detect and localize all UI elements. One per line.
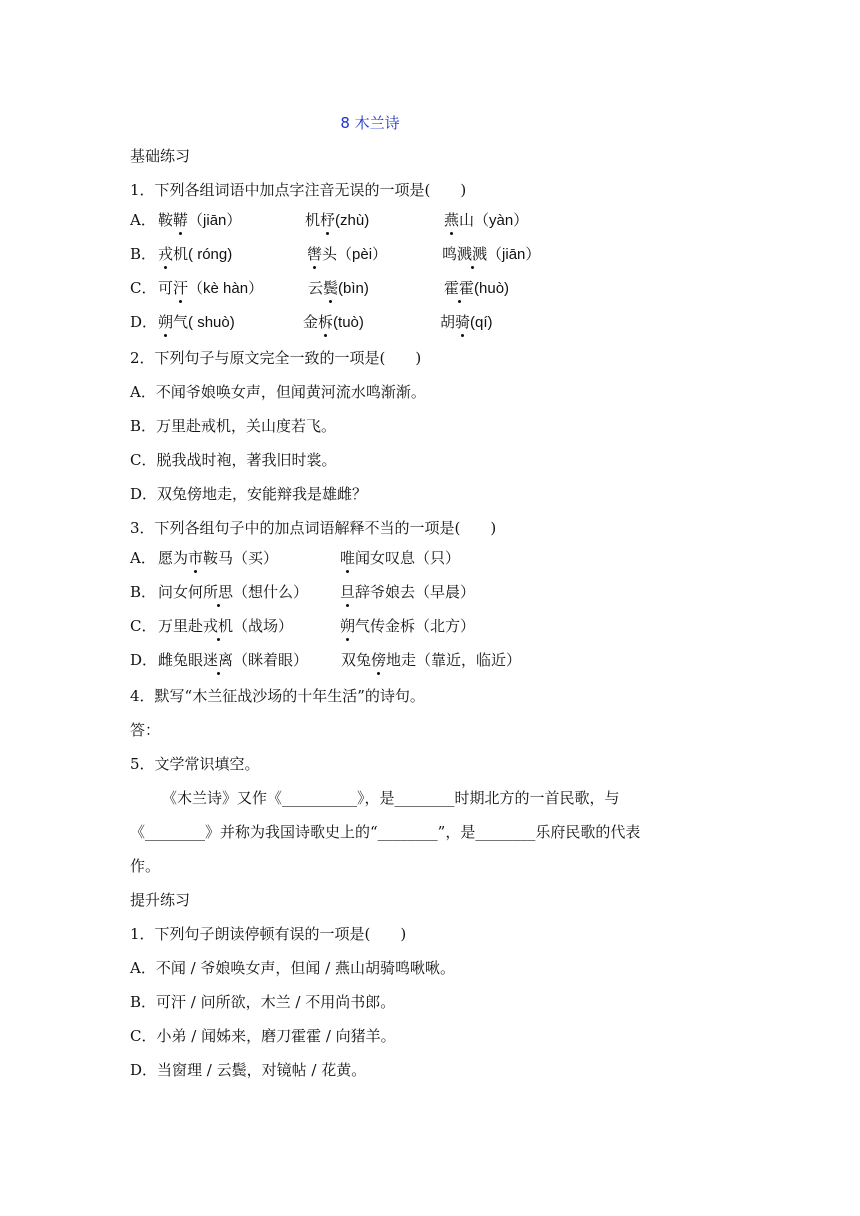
option-label: C．: [130, 279, 157, 297]
emphasis-dot-char: 戎: [158, 245, 174, 263]
emphasis-dot-char: 杼: [320, 211, 336, 229]
emphasis-dot-char: 溅溅: [457, 245, 488, 263]
emphasis-dot-char: 骑: [455, 313, 471, 331]
adv-option-b: B．可汗 / 问所欲，木兰 / 不用尚书郎。: [130, 993, 396, 1011]
question-5-stem: 5．文学常识填空。: [130, 755, 260, 773]
emphasis-dot-char: 鬓: [323, 279, 339, 297]
q2-option-c: C．脱我战时袍，著我旧时裳。: [130, 451, 337, 469]
page-title: 8 木兰诗: [340, 114, 400, 132]
emphasis-dot-char: 鞯: [173, 211, 189, 229]
emphasis-dot-char: 所思: [203, 583, 234, 601]
q3-b-phrase-1: 问女何所思（想什么）: [158, 583, 309, 601]
q1-c-word-2: 云鬓(bìn): [308, 279, 369, 297]
q1-d-word-3: 胡骑(qí): [440, 313, 493, 331]
q3-a-phrase-1: 愿为市鞍马（买）: [158, 549, 279, 567]
q1-a-word-1: 鞍鞯（jiān）: [158, 211, 242, 229]
q1-b-word-2: 辔头（pèi）: [307, 245, 388, 263]
emphasis-dot-char: 迷离: [203, 651, 234, 669]
emphasis-dot-char: 柝: [318, 313, 334, 331]
option-label: D．: [130, 651, 158, 669]
q3-d-phrase-2: 双兔傍地走（靠近，临近）: [341, 651, 522, 669]
adv-option-d: D．当窗理 / 云鬓，对镜帖 / 花黄。: [130, 1061, 367, 1079]
answer-label: 答：: [130, 721, 161, 739]
emphasis-dot-char: 傍: [371, 651, 387, 669]
option-label: B．: [130, 245, 157, 263]
question-4-stem: 4．默写“木兰征战沙场的十年生活”的诗句。: [130, 687, 425, 705]
q1-c-word-3: 霍霍(huò): [444, 279, 510, 297]
emphasis-dot-char: 辔: [307, 245, 323, 263]
adv-option-a: A．不闻 / 爷娘唤女声，但闻 / 燕山胡骑鸣啾啾。: [130, 959, 456, 977]
emphasis-dot-char: 市: [188, 549, 204, 567]
q5-fill-line-1: 《木兰诗》又作《__________》，是________时期北方的一首民歌，与: [162, 789, 620, 807]
q2-option-d: D．双兔傍地走，安能辩我是雄雌？: [130, 485, 368, 503]
q1-b-word-1: 戎机( róng): [158, 245, 233, 263]
option-label: D．: [130, 313, 158, 331]
emphasis-dot-char: 唯: [340, 549, 356, 567]
q1-c-word-1: 可汗（kè hàn）: [158, 279, 264, 297]
question-2-stem: 2．下列句子与原文完全一致的一项是( ): [130, 349, 422, 367]
emphasis-dot-char: 朔: [340, 617, 356, 635]
q3-b-phrase-2: 旦辞爷娘去（早晨）: [340, 583, 476, 601]
option-label: A．: [130, 211, 156, 229]
option-label: C．: [130, 617, 157, 635]
q5-fill-line-2: 《________》并称为我国诗歌史上的“________”，是________乐府民歌的代表: [130, 823, 641, 841]
emphasis-dot-char: 汗: [173, 279, 189, 297]
advanced-question-1-stem: 1．下列句子朗读停顿有误的一项是( ): [130, 925, 407, 943]
emphasis-dot-char: 霍霍: [444, 279, 475, 297]
emphasis-dot-char: 戎机: [203, 617, 234, 635]
q1-b-word-3: 鸣溅溅（jiān）: [442, 245, 541, 263]
question-3-stem: 3．下列各组句子中的加点词语解释不当的一项是( ): [130, 519, 497, 537]
q2-option-a: A．不闻爷娘唤女声，但闻黄河流水鸣渐渐。: [130, 383, 426, 401]
q1-d-word-1: 朔气( shuò): [158, 313, 235, 331]
q5-fill-line-3: 作。: [130, 857, 161, 875]
emphasis-dot-char: 朔: [158, 313, 174, 331]
section-heading-advanced: 提升练习: [130, 891, 191, 909]
option-label: B．: [130, 583, 157, 601]
option-label: A．: [130, 549, 156, 567]
question-1-stem: 1．下列各组词语中加点字注音无误的一项是( ): [130, 181, 467, 199]
q3-a-phrase-2: 唯闻女叹息（只）: [340, 549, 461, 567]
q1-a-word-3: 燕山（yàn）: [444, 211, 529, 229]
q1-d-word-2: 金柝(tuò): [303, 313, 364, 331]
q3-c-phrase-1: 万里赴戎机（战场）: [158, 617, 294, 635]
q1-a-word-2: 机杼(zhù): [305, 211, 370, 229]
section-heading-basic: 基础练习: [130, 147, 191, 165]
emphasis-dot-char: 旦: [340, 583, 356, 601]
q2-option-b: B．万里赴戒机，关山度若飞。: [130, 417, 337, 435]
q3-d-phrase-1: 雌兔眼迷离（眯着眼）: [158, 651, 309, 669]
q3-c-phrase-2: 朔气传金柝（北方）: [340, 617, 476, 635]
adv-option-c: C．小弟 / 闻姊来，磨刀霍霍 / 向猪羊。: [130, 1027, 396, 1045]
emphasis-dot-char: 燕: [444, 211, 460, 229]
